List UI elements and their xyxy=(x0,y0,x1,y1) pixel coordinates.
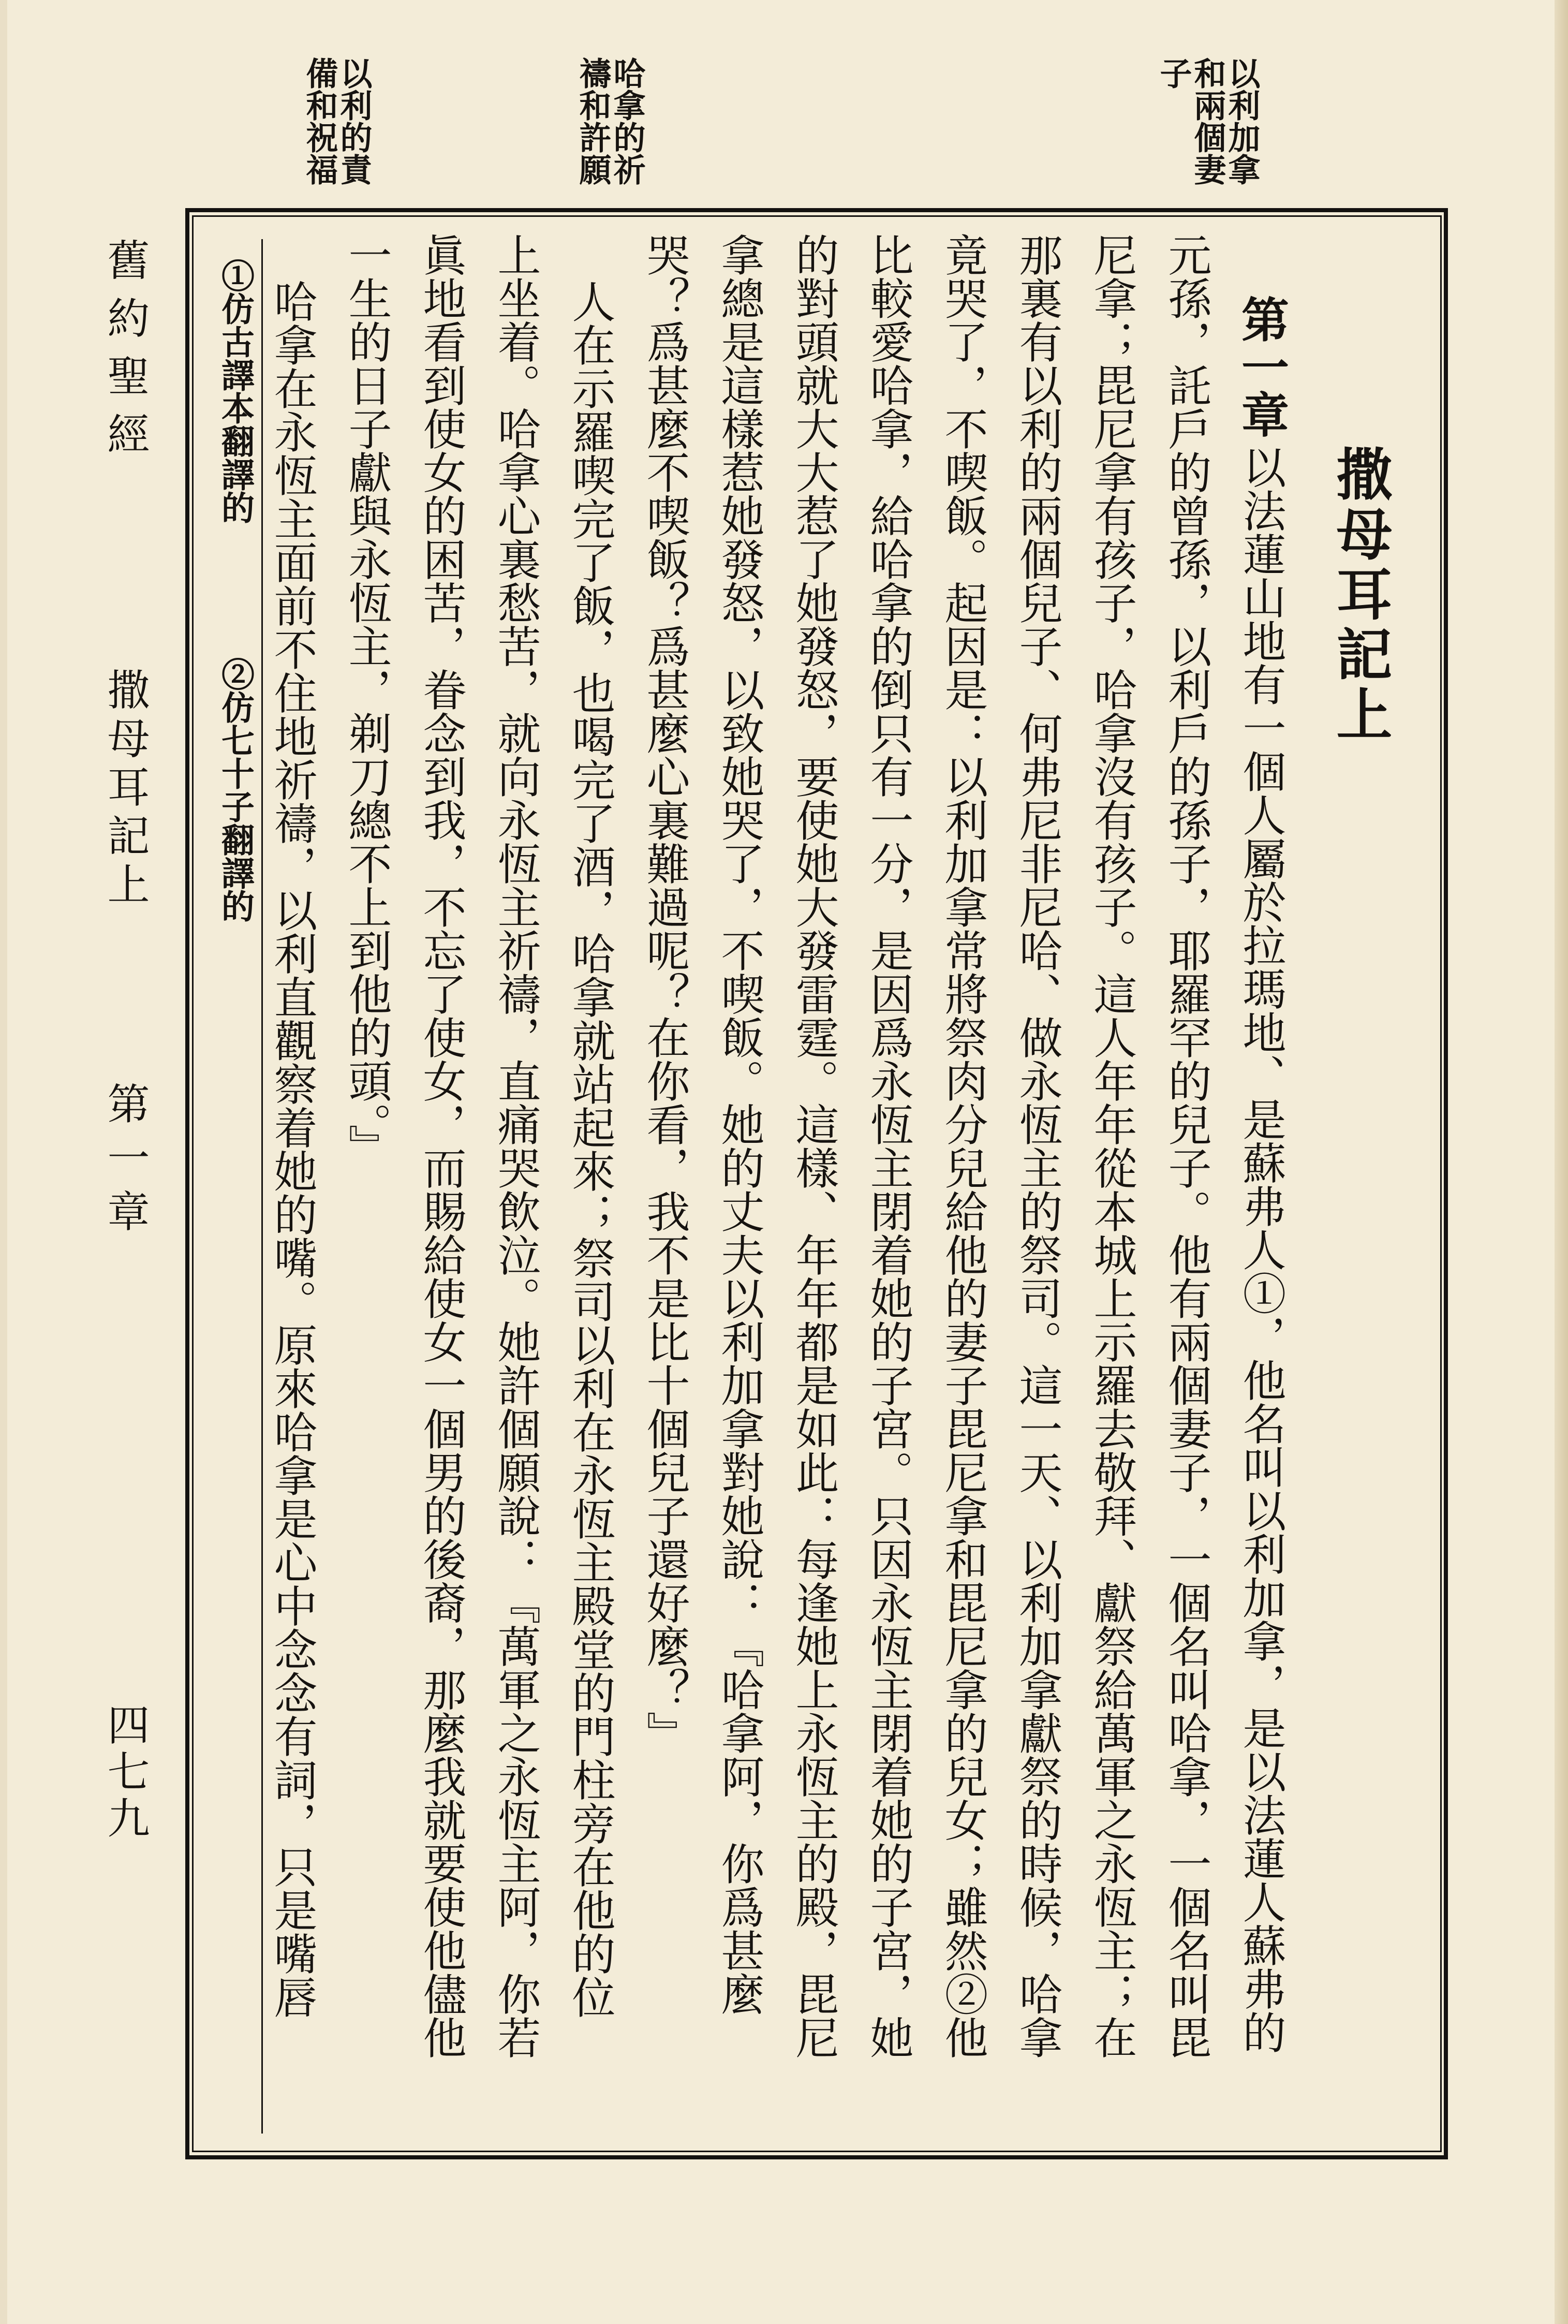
footnote-rule xyxy=(261,239,263,2134)
running-section-title: 撒母耳記上 xyxy=(100,668,150,911)
text-column: 拿總是這樣惹她發怒，以致她哭了，不喫飯。她的丈夫以利加拿對她說：『哈拿阿，你爲甚麼 xyxy=(714,233,765,2016)
text-column: 的對頭就大大惹了她發怒，要使她大發雷霆。這樣、年年都是如此：每逢她上永恆主的殿，毘尼 xyxy=(789,233,839,2059)
text-column: 眞地看到使女的困苦，眷念到我，不忘了使女，而賜給使女一個男的後裔，那麼我就要使他儘他 xyxy=(416,233,467,2059)
page-number: 四七九 xyxy=(100,1703,150,1843)
running-book-title: 舊約聖經 xyxy=(100,238,150,470)
text-column: 那裏有以利的兩個兒子、何弗尼非尼哈、做永恆主的祭司。這一天、以利加拿獻祭的時候，哈拿 xyxy=(1012,233,1063,2059)
text-column: 哭？爲甚麼不喫飯？爲甚麼心裏難過呢？在你看，我不是比十個兒子還好麼？』 xyxy=(640,233,690,1755)
headnote-line: 備和祝福 xyxy=(301,57,338,185)
text-column: 以法蓮山地有一個人屬於拉瑪地、是蘇弗人①，他名叫以利加拿，是以法蓮人蘇弗的 xyxy=(1236,445,1286,2054)
paper-edge xyxy=(1555,0,1568,2324)
text-column: 竟哭了，不喫飯。起因是：以利加拿常將祭肉分兒給他的妻子毘尼拿和毘尼拿的兒女；雖然②他 xyxy=(938,233,988,2059)
text-column: 元孫，託戶的曾孫，以利戶的孫子，耶羅罕的兒子。他有兩個妻子，一個名叫哈拿，一個名叫毘 xyxy=(1161,233,1212,2059)
text-column: 上坐着。哈拿心裏愁苦，就向永恆主祈禱，直痛哭飲泣。她許個願說：『萬軍之永恆主阿，你若 xyxy=(491,233,541,2059)
headnote-line: 子 xyxy=(1155,57,1192,89)
headnote-line: 以利的責 xyxy=(335,57,373,185)
text-column: 哈拿在永恆主面前不住地祈禱，以利直觀察着她的嘴。原來哈拿是心中念念有詞，只是嘴唇 xyxy=(267,280,318,2019)
headnote-line: 以利加拿 xyxy=(1223,57,1261,185)
chapter-heading: 第一章 xyxy=(1234,295,1290,438)
headnote-line: 禱和許願 xyxy=(574,57,612,185)
book-title: 撒母耳記上 xyxy=(1327,445,1392,745)
headnote-line: 哈拿的祈 xyxy=(608,57,646,185)
text-column: 比較愛哈拿，給哈拿的倒只有一分，是因爲永恆主閉着她的子宮。只因永恆主閉着她的子宮，她 xyxy=(863,233,914,2059)
text-column: 一生的日子獻與永恆主，剃刀總不上到他的頭。』 xyxy=(342,233,392,1168)
text-column: 人在示羅喫完了飯，也喝完了酒，哈拿就站起來；祭司以利在永恆主殿堂的門柱旁在他的位 xyxy=(565,280,616,2019)
running-chapter: 第一章 xyxy=(100,1082,150,1243)
text-column: 尼拿；毘尼拿有孩子，哈拿沒有孩子。這人年年從本城上示羅去敬拜、獻祭給萬軍之永恆主；在 xyxy=(1087,233,1137,2059)
paper-edge xyxy=(0,0,7,2324)
headnote-line: 和兩個妻 xyxy=(1189,57,1226,185)
footnote: ①仿古譯本翻譯的 xyxy=(216,259,255,524)
footnote: ②仿七十子翻譯的 xyxy=(216,657,255,922)
